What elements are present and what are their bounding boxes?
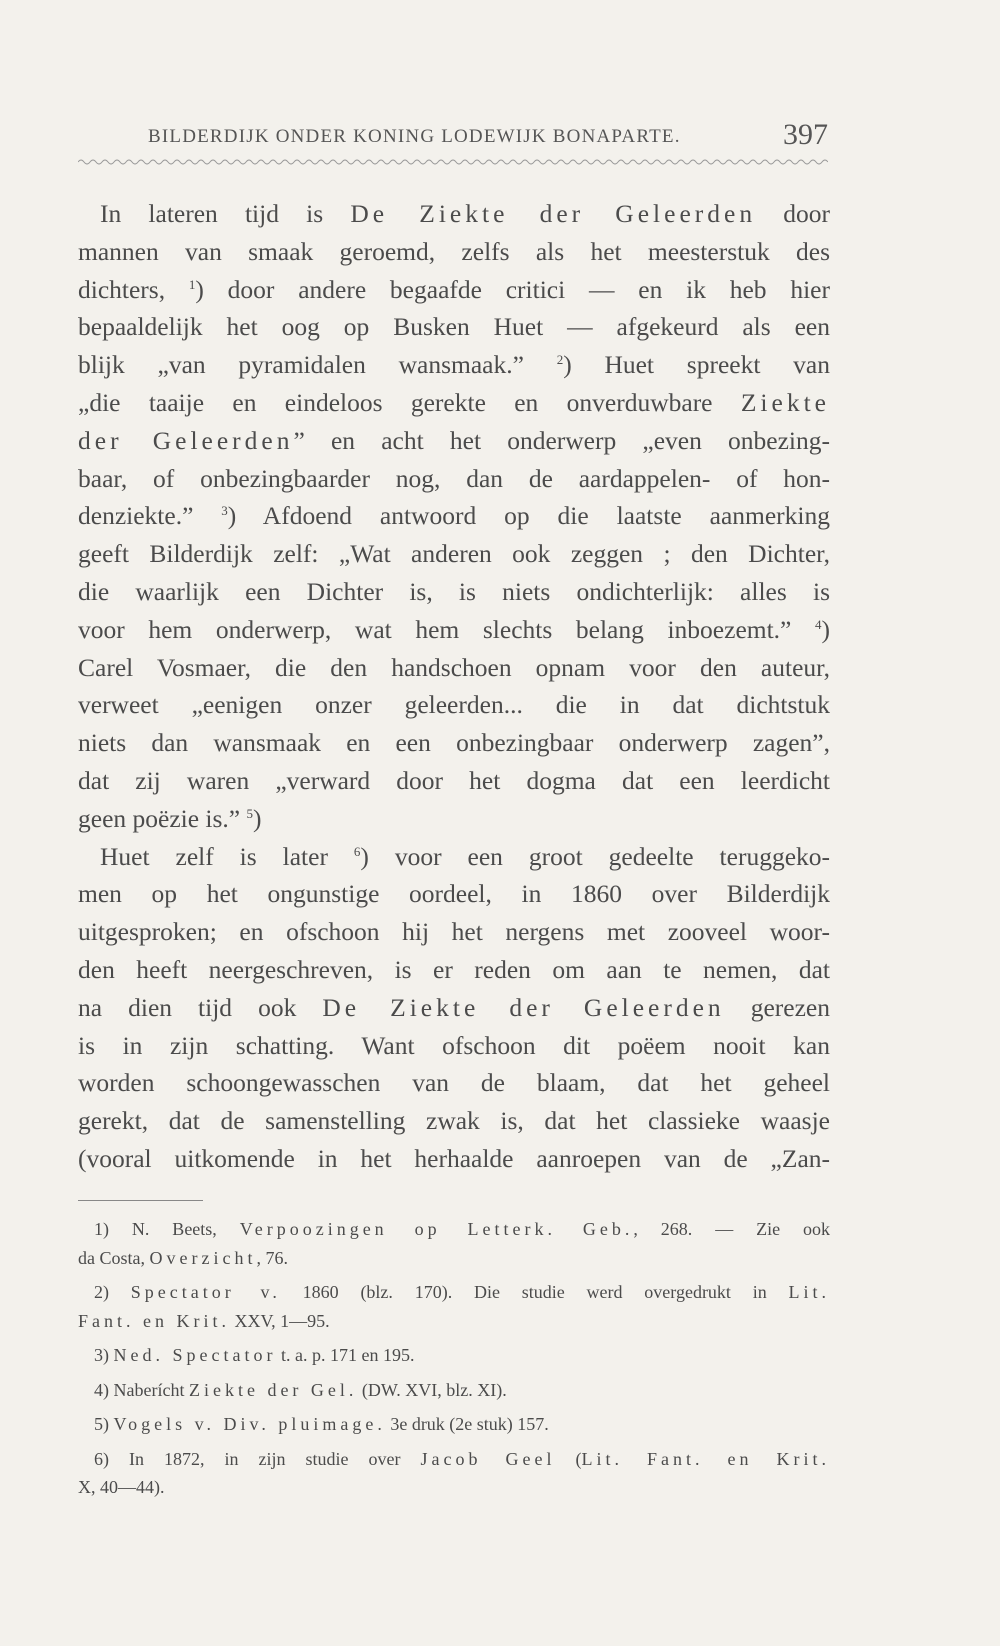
spaced-title: Ned. Spectator bbox=[113, 1345, 277, 1365]
text-run: Carel Vosmaer, die den handschoen opnam voor den auteur, bbox=[78, 652, 830, 682]
footnote-ref: 6 bbox=[353, 843, 361, 859]
spaced-title: Ziekte bbox=[740, 387, 830, 417]
text-run: , 268. — Zie ook bbox=[633, 1219, 830, 1239]
text-run: 2) bbox=[94, 1282, 131, 1302]
footnote-line bbox=[78, 1244, 830, 1273]
text-line bbox=[78, 195, 830, 233]
text-run: X, 40—44). bbox=[78, 1477, 165, 1497]
text-line bbox=[78, 384, 830, 422]
text-run: „die taaije en eindeloos gerekte en onverduwbare bbox=[78, 387, 741, 417]
footnote-line bbox=[78, 1341, 830, 1370]
text-line bbox=[78, 875, 830, 913]
text-run: den heeft neergeschreven, is er reden om aan te nemen, dat bbox=[78, 954, 830, 984]
text-line bbox=[78, 913, 830, 951]
footnote bbox=[78, 1410, 830, 1439]
footnote-ref: 1 bbox=[188, 276, 196, 292]
text-line bbox=[78, 611, 830, 649]
text-line bbox=[78, 838, 830, 876]
text-line bbox=[78, 1140, 830, 1178]
text-run: ) door andere begaafde critici — en ik heb hier bbox=[195, 274, 830, 304]
text-line bbox=[78, 1027, 830, 1065]
text-run: ) Huet spreekt van bbox=[563, 350, 830, 380]
text-line bbox=[78, 233, 830, 271]
footnote bbox=[78, 1341, 830, 1370]
text-line bbox=[78, 1064, 830, 1102]
text-run: na dien tijd ook bbox=[78, 992, 323, 1022]
text-line bbox=[78, 1102, 830, 1140]
page-header bbox=[148, 118, 828, 158]
text-run: mannen van smaak geroemd, zelfs als het meesterstuk des bbox=[78, 236, 830, 266]
text-line bbox=[78, 724, 830, 762]
text-run: 5) bbox=[94, 1414, 114, 1434]
running-title: BILDERDIJK ONDER KONING LODEWIJK BONAPARTE. bbox=[148, 126, 681, 147]
body-text bbox=[78, 195, 830, 1178]
spaced-title: Verpoozingen op Letterk. Geb. bbox=[239, 1219, 634, 1239]
text-run: da Costa, bbox=[78, 1247, 150, 1268]
text-run: XXV, 1—95. bbox=[230, 1310, 330, 1331]
text-run: verweet „eenigen onzer geleerden... die in dat dichtstuk bbox=[78, 690, 830, 720]
spaced-title: Lit. bbox=[788, 1282, 830, 1302]
text-run: 3e druk (2e stuk) 157. bbox=[385, 1414, 549, 1434]
spaced-title: Ziekte der Gel. bbox=[188, 1379, 358, 1400]
text-run: In lateren tijd is bbox=[100, 199, 351, 228]
text-line bbox=[78, 573, 830, 611]
text-run: niets dan wansmaak en een onbezingbaar onderwerp zagen”, bbox=[78, 728, 830, 758]
text-run: is in zijn schatting. Want ofschoon dit poëem nooit kan bbox=[78, 1030, 830, 1060]
text-line bbox=[78, 951, 830, 989]
footnote-line bbox=[78, 1307, 830, 1336]
text-line bbox=[78, 686, 830, 724]
text-run: ( bbox=[555, 1448, 582, 1469]
text-line bbox=[78, 422, 830, 460]
text-line bbox=[78, 346, 830, 384]
text-run: ) bbox=[821, 614, 830, 644]
text-run: ) bbox=[253, 803, 262, 833]
text-run: denziekte.” bbox=[78, 501, 222, 531]
footnote bbox=[78, 1215, 830, 1272]
footnote-ref: 3 bbox=[221, 503, 228, 519]
footnote-line bbox=[78, 1376, 830, 1405]
footnote bbox=[78, 1376, 830, 1405]
text-run: bepaaldelijk het oog op Busken Huet — afgekeurd als een bbox=[78, 312, 830, 342]
text-run: 1860 (blz. 170). Die studie werd overgedrukt in bbox=[280, 1282, 789, 1302]
text-line bbox=[78, 460, 830, 498]
footnote-ref: 2 bbox=[556, 352, 564, 368]
text-run: 4) Naberícht bbox=[94, 1379, 189, 1400]
footnote-rule bbox=[78, 1200, 203, 1201]
text-run: gerezen bbox=[724, 992, 830, 1022]
footnotes bbox=[78, 1215, 830, 1508]
spaced-title: Lit. Fant. en Krit. bbox=[581, 1448, 831, 1469]
spaced-title: Overzicht bbox=[149, 1247, 257, 1268]
spaced-title: Fant. en Krit. bbox=[78, 1310, 230, 1331]
text-line bbox=[78, 497, 830, 535]
text-run: t. a. p. 171 en 195. bbox=[276, 1345, 415, 1365]
text-run: geeft Bilderdijk zelf: „Wat anderen ook zeggen ; den Dichter, bbox=[78, 539, 830, 569]
spaced-title: der Geleerden bbox=[78, 425, 294, 455]
footnote-line bbox=[78, 1410, 830, 1439]
text-line bbox=[78, 800, 830, 838]
footnote-line bbox=[78, 1473, 830, 1502]
text-run: ) voor een groot gedeelte teruggeko- bbox=[360, 841, 831, 871]
page-number: 397 bbox=[783, 118, 828, 151]
wavy-rule-ornament bbox=[78, 158, 828, 166]
footnote-line bbox=[78, 1215, 830, 1244]
text-run: (vooral uitkomende in het herhaalde aanroepen van de „Zan- bbox=[78, 1143, 830, 1173]
text-run: men op het ongunstige oordeel, in 1860 over Bilderdijk bbox=[78, 879, 830, 909]
text-run: 1) N. Beets, bbox=[94, 1219, 240, 1239]
footnote-ref: 4 bbox=[815, 616, 822, 632]
text-run: (DW. XVI, blz. XI). bbox=[357, 1379, 507, 1400]
text-run: ) Afdoend antwoord op die laatste aanmerking bbox=[227, 501, 830, 531]
text-run: die waarlijk een Dichter is, is niets ondichterlijk: alles is bbox=[78, 576, 830, 606]
text-run: , 76. bbox=[256, 1247, 288, 1268]
footnote-line bbox=[78, 1278, 830, 1307]
text-run: ” en acht het onderwerp „even onbezing- bbox=[293, 425, 830, 455]
text-run: worden schoongewasschen van de blaam, dat het geheel bbox=[78, 1068, 830, 1098]
text-line bbox=[78, 762, 830, 800]
text-line bbox=[78, 649, 830, 687]
text-run: dat zij waren „verward door het dogma dat een leerdicht bbox=[78, 765, 830, 795]
text-run: 3) bbox=[94, 1345, 114, 1365]
footnote bbox=[78, 1445, 830, 1502]
text-run: uitgesproken; en ofschoon hij het nergens met zooveel woor- bbox=[78, 917, 830, 947]
text-line bbox=[78, 535, 830, 573]
text-run: baar, of onbezingbaarder nog, dan de aardappelen- of hon- bbox=[78, 463, 830, 493]
text-run: geen poëzie is.” bbox=[78, 803, 247, 833]
spaced-title: Jacob Geel bbox=[420, 1448, 556, 1469]
text-line bbox=[78, 308, 830, 346]
text-run: dichters, bbox=[78, 274, 189, 304]
spaced-title: De Ziekte der Geleerden bbox=[322, 992, 725, 1022]
text-run: Huet zelf is later bbox=[100, 841, 354, 871]
text-run: voor hem onderwerp, wat hem slechts belang inboezemt.” bbox=[78, 614, 815, 644]
text-run: 6) In 1872, in zijn studie over bbox=[94, 1448, 421, 1469]
footnote bbox=[78, 1278, 830, 1335]
text-line bbox=[78, 271, 830, 309]
spaced-title: Vogels v. Div. pluimage. bbox=[113, 1414, 386, 1434]
spaced-title: De Ziekte der Geleerden bbox=[350, 199, 757, 228]
spaced-title: Spectator v. bbox=[130, 1282, 281, 1302]
text-run: door bbox=[756, 199, 830, 228]
text-run: gerekt, dat de samenstelling zwak is, dat het classieke waasje bbox=[78, 1106, 830, 1136]
footnote-ref: 5 bbox=[246, 805, 254, 821]
text-run: blijk „van pyramidalen wansmaak.” bbox=[78, 350, 557, 380]
footnote-line bbox=[78, 1445, 830, 1474]
text-line bbox=[78, 989, 830, 1027]
